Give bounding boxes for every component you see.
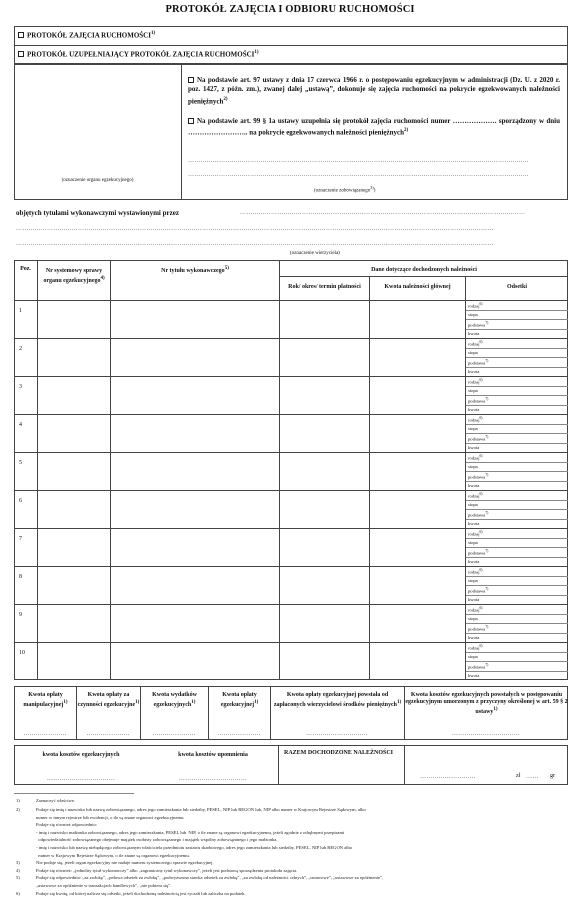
interest-type-field[interactable]: rodzaj$^{6)}$ xyxy=(468,454,483,461)
interest-type-field[interactable]: rodzaj$^{6)}$ xyxy=(468,606,483,613)
fee-enforcement-field[interactable]: ………………… xyxy=(217,731,261,737)
interest-base-field[interactable]: podstawa$^{7)}$ xyxy=(468,321,489,328)
footnote-text: „ustawowe za opóźnienie w transakcjach handlowych”, „nie pobiera się”. xyxy=(36,883,172,888)
footnote-text: Podaje się imię i nazwisko lub nazwę zobowiązanego, adres jego zamieszkania lub siedziby, PESEL, NIP lub REGON lub, NIP albo numer w Krajowym Rejestrze Sądowym, albo xyxy=(36,807,366,812)
footnote-text: odpowiedzialność zobowiązanego obejmuje majątek osobisty zobowiązanego i majątek wspólny zobowiązanego i jego małżonka, xyxy=(36,837,278,843)
interest-rate-field[interactable]: stopa xyxy=(468,615,478,621)
creditor-line-1[interactable]: ………………………………………………………………………………………………………………………… xyxy=(240,210,526,216)
interest-base-field[interactable]: podstawa$^{7)}$ xyxy=(468,663,489,670)
footnote-number: 2) xyxy=(16,807,20,812)
fee-enforcement: Kwota opłaty egzekucyjnej$^{1)}$ xyxy=(220,692,259,708)
creditor-line-3[interactable]: …………………………………………………………………………………………………………………………………………………………………………………………………………… xyxy=(16,241,494,247)
interest-rate-field[interactable]: stopa xyxy=(468,311,478,317)
row-number: 6 xyxy=(19,498,22,504)
interest-type-field[interactable]: rodzaj$^{6)}$ xyxy=(468,492,483,499)
row-number: 10 xyxy=(19,650,25,656)
basis-art97[interactable]: Na podstawie art. 97 ustawy z dnia 17 czerwca 1966 r. o postępowaniu egzekucyjnym w administracji (Dz. U. z 2020 r. poz. 1427, z późn. zm.), zwanej dalej „ustawą”, dokonuje się zajęcia ruchomości na pokrycie egzekwowanych należności pieniężnych$^{2)}$ xyxy=(188,76,560,105)
summary-costs-label: kwota kosztów egzekucyjnych xyxy=(42,752,120,758)
interest-amount-field[interactable]: kwota xyxy=(468,406,480,412)
interest-type-field[interactable]: rodzaj$^{6)}$ xyxy=(468,340,483,347)
summary-reminder-field[interactable]: …………………………… xyxy=(178,776,248,782)
summary-zl: zł xyxy=(516,773,521,779)
interest-amount-field[interactable]: kwota xyxy=(468,482,480,488)
interest-base-field[interactable]: podstawa$^{7)}$ xyxy=(468,435,489,442)
interest-base-field[interactable]: podstawa$^{7)}$ xyxy=(468,549,489,556)
interest-type-field[interactable]: rodzaj$^{6)}$ xyxy=(468,530,483,537)
summary-total-label: RAZEM DOCHODZONE NALEŻNOŚCI xyxy=(284,750,394,756)
fee-expenses: Kwota wydatków egzekucyjnych$^{1)}$ xyxy=(152,692,197,708)
fee-actions: Kwota opłaty za czynności egzekucyjne$^{1)}$ xyxy=(77,692,140,708)
fee-manipulation: Kwota opłaty manipulacyjnej$^{1)}$ xyxy=(23,692,68,708)
footnote-text: Podaje się również: „jednolity tytuł wykonawczy” albo „zagraniczny tytuł wykonawczy”, jeżeli jest podstawą sporządzenia protokołu zajęcia. xyxy=(36,867,298,873)
basis-art99[interactable]: Na podstawie art. 99 § 1a ustawy uzupełnia się protokół zajęcia ruchomości numer ………………. sporządzony w dniu …………………….. na pokrycie egzekwowanych należności pieniężnych$^{2)}$ xyxy=(188,117,560,137)
footnote-text: Podaje się również odpowiednio: xyxy=(36,822,98,828)
debtor-line-1[interactable]: ………………………………………………………………………………………………………………………………………………… xyxy=(188,158,529,164)
interest-type-field[interactable]: rodzaj$^{6)}$ xyxy=(468,302,483,309)
interest-base-field[interactable]: podstawa$^{7)}$ xyxy=(468,511,489,518)
titles-label: objętych tytułami wykonawczymi wystawionymi przez xyxy=(16,209,179,217)
header-claims-group: Dane dotyczące dochodzonych należności xyxy=(371,267,477,273)
interest-amount-field[interactable]: kwota xyxy=(468,330,480,336)
summary-reminder-label: kwota kosztów upomnienia xyxy=(178,752,248,758)
checkbox-icon[interactable] xyxy=(18,51,24,57)
interest-rate-field[interactable]: stopa xyxy=(468,463,478,469)
header-title-number: Nr tytułu wykonawczego$^{5)}$ xyxy=(161,266,229,274)
interest-rate-field[interactable]: stopa xyxy=(468,653,478,659)
checkbox-icon[interactable] xyxy=(18,32,24,38)
interest-rate-field[interactable]: stopa xyxy=(468,349,478,355)
fee-paid-funds-field[interactable]: ………………………… xyxy=(306,731,368,737)
footnote-text: Podaje się odpowiednio: „za zwłokę”, „pełowa odsetek za zwłokę”, „podwyższona stawka odsetek za zwłokę”, „za zwłokę od należności celnych”, „ustawowe”, „ustawowe za opóźnienie”, xyxy=(36,875,384,881)
row-number: 3 xyxy=(19,384,22,390)
footnote-text: - imię i nazwisko małżonka zobowiązanego, adres jego zamieszkania, PESEL lub NIP, o ile znane są organowi egzekucyjnemu, jeżeli zgodnie z odrębnymi przepisami xyxy=(36,829,345,835)
interest-rate-field[interactable]: stopa xyxy=(468,501,478,507)
protocol-date-field[interactable]: …………………….. xyxy=(188,128,248,137)
fee-paid-funds: Kwota opłaty egzekucyjnej powstała od zapłaconych wierzycielowi środków pieniężnych$^{1)}$ xyxy=(273,692,402,708)
footnote-text: numer w Krajowym Rejestrze Sądowym, o ile znane są organowi egzekucyjnemu. xyxy=(36,852,190,858)
interest-rate-field[interactable]: stopa xyxy=(468,539,478,545)
interest-base-field[interactable]: podstawa$^{7)}$ xyxy=(468,473,489,480)
header-system-number: Nr systemowy sprawy organu egzekucyjnego$^{4)}$ xyxy=(43,268,105,284)
interest-amount-field[interactable]: kwota xyxy=(468,520,480,526)
row-number: 7 xyxy=(19,536,22,542)
debtor-line-2[interactable]: ………………………………………………………………………………………………………………………………………………… xyxy=(188,172,529,178)
creditor-line-2[interactable]: …………………………………………………………………………………………………………………………………………………………………………………………………………… xyxy=(16,226,494,232)
interest-amount-field[interactable]: kwota xyxy=(468,596,480,602)
header-period: Rok/ okres/ termin płatności xyxy=(288,284,361,290)
summary-costs-field[interactable]: …………………………… xyxy=(46,776,116,782)
interest-base-field[interactable]: podstawa$^{7)}$ xyxy=(468,359,489,366)
footnote-text: Zaznaczyć właściwe. xyxy=(36,798,76,803)
interest-rate-field[interactable]: stopa xyxy=(468,577,478,583)
option-zajecie[interactable]: PROTOKÓŁ ZAJĘCIA RUCHOMOŚCI$^{1)}$ xyxy=(18,31,155,39)
footnote-number: 4) xyxy=(16,867,20,873)
row-number: 8 xyxy=(19,574,22,580)
checkbox-icon[interactable] xyxy=(188,77,194,83)
footnote-number: 5) xyxy=(16,875,20,881)
interest-amount-field[interactable]: kwota xyxy=(468,634,480,640)
organ-label: (oznaczenie organu egzekucyjnego) xyxy=(61,178,134,183)
interest-amount-field[interactable]: kwota xyxy=(468,444,480,450)
fee-discontinued: Kwota kosztów egzekucyjnych powstałych w postępowaniu egzekucyjnym umorzonym z przyczyny określonej w art. 59 § 2 ustawy$^{1)}$ xyxy=(405,692,568,715)
interest-amount-field[interactable]: kwota xyxy=(468,368,480,374)
interest-base-field[interactable]: podstawa$^{7)}$ xyxy=(468,587,489,594)
protocol-number-field[interactable]: ………………. xyxy=(452,117,497,125)
header-interest: Odsetki xyxy=(506,284,527,290)
interest-type-field[interactable]: rodzaj$^{6)}$ xyxy=(468,644,483,651)
row-number: 2 xyxy=(19,346,22,352)
option-uzupelniajacy[interactable]: PROTOKÓŁ UZUPEŁNIAJĄCY PROTOKÓŁ ZAJĘCIA RUCHOMOŚCI$^{1)}$ xyxy=(18,50,259,58)
footnote-text: - imię i nazwisko lub nazwę niebędącego zobowiązanym właściciela przedmiotu zastawu skarbowego, adres jego zamieszkania lub siedziby, PESEL, NIP lub REGON albo xyxy=(36,845,353,850)
row-number: 5 xyxy=(19,460,22,466)
checkbox-icon[interactable] xyxy=(188,118,194,124)
row-number: 1 xyxy=(19,308,22,314)
interest-type-field[interactable]: rodzaj$^{6)}$ xyxy=(468,568,483,575)
footnote-number: 3) xyxy=(16,860,20,866)
footnote-text: numer w innym rejestrze lub ewidencji, o ile są znane organowi egzekucyjnemu. xyxy=(36,814,185,820)
header-principal: Kwota należności głównej xyxy=(384,284,451,290)
interest-rate-field[interactable]: stopa xyxy=(468,425,478,431)
footnote-text: Nie podaje się, jeżeli organ egzekucyjny nie nadaje numeru systemowego sprawie egzekucyjnej. xyxy=(36,860,214,866)
fee-discontinued-field[interactable]: …………………………… xyxy=(451,731,521,737)
footnote-number: 1) xyxy=(16,798,20,803)
fee-actions-field[interactable]: ………………… xyxy=(86,731,130,737)
page-title: PROTOKÓŁ ZAJĘCIA I ODBIORU RUCHOMOŚCI xyxy=(165,4,415,15)
summary-total-gr-field[interactable]: …… xyxy=(526,774,539,780)
summary-total-zl-field[interactable]: ……………………… xyxy=(420,774,476,780)
interest-rate-field[interactable]: stopa xyxy=(468,387,478,393)
header-poz: Poz. xyxy=(20,266,31,272)
debtor-label: (oznaczenie zobowiązanego$^{3)}$) xyxy=(314,185,376,194)
footnote-text: Podaje się kwotę, od której nalicza się odsetki, jeżeli dochodzoną należnością jest ryczałt lub zaliczka na podatek. xyxy=(36,890,246,896)
interest-amount-field[interactable]: kwota xyxy=(468,558,480,564)
row-number: 9 xyxy=(19,612,22,618)
summary-gr: gr xyxy=(550,773,555,779)
interest-amount-field[interactable]: kwota xyxy=(468,672,480,678)
interest-type-field[interactable]: rodzaj$^{6)}$ xyxy=(468,378,483,385)
fee-expenses-field[interactable]: ………………… xyxy=(152,731,196,737)
interest-base-field[interactable]: podstawa$^{7)}$ xyxy=(468,625,489,632)
interest-type-field[interactable]: rodzaj$^{6)}$ xyxy=(468,416,483,423)
fee-manipulation-field[interactable]: ………………… xyxy=(23,731,67,737)
row-number: 4 xyxy=(19,422,22,428)
creditor-label: (oznaczenie wierzyciela) xyxy=(290,251,340,256)
interest-base-field[interactable]: podstawa$^{7)}$ xyxy=(468,397,489,404)
footnote-number: 6) xyxy=(16,890,20,896)
